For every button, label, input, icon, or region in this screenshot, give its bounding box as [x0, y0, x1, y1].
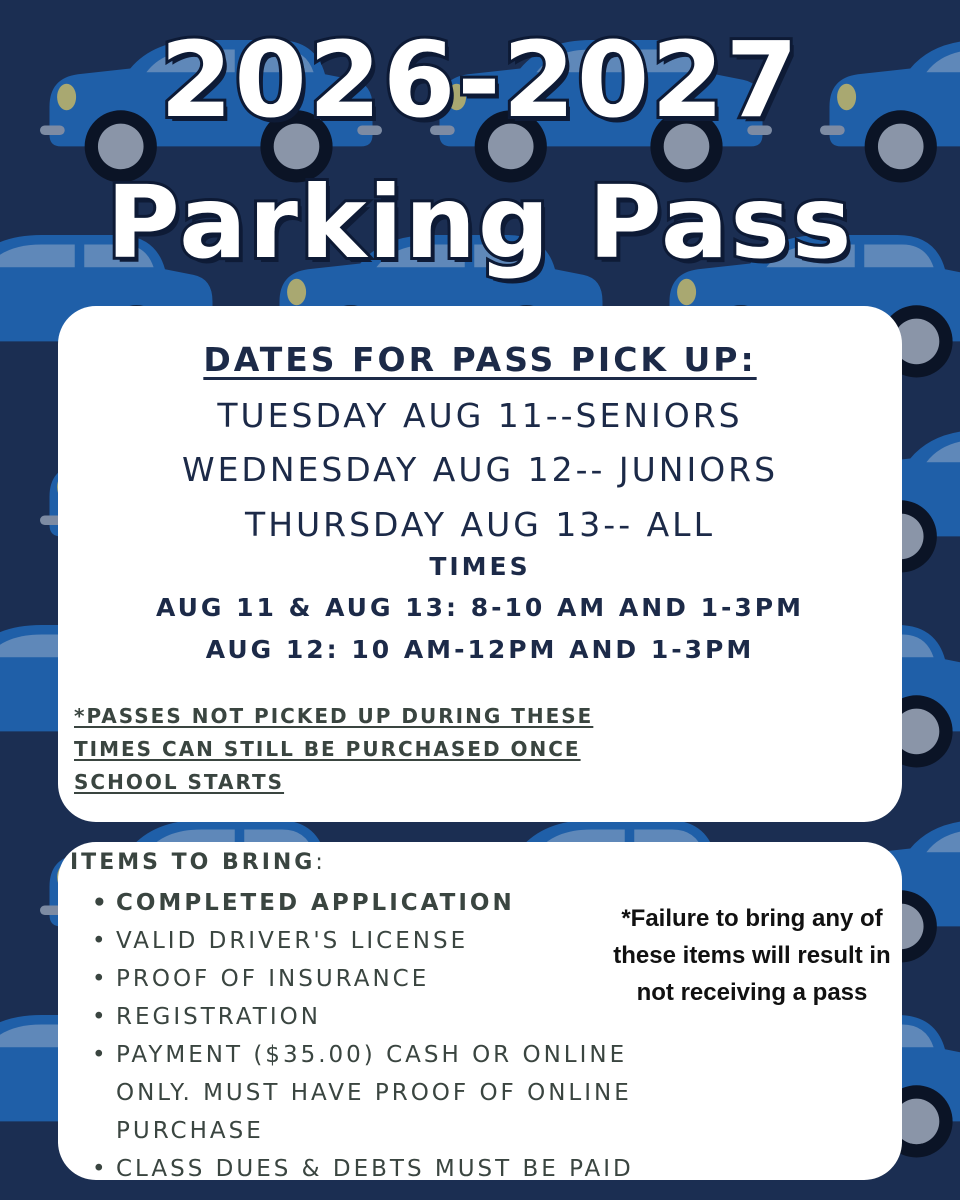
- list-item: • PROOF OF INSURANCE: [70, 960, 670, 998]
- failure-warning: *Failure to bring any of these items will result in not receiving a pass: [613, 905, 891, 1006]
- title-main: Parking Pass: [106, 164, 854, 281]
- items-card: [58, 842, 902, 1180]
- items-heading-colon: :: [315, 850, 326, 875]
- pickup-day-juniors: WEDNESDAY AUG 12-- JUNIORS: [181, 450, 779, 489]
- items-heading-text: ITEMS TO BRING: [70, 850, 316, 875]
- list-item: • COMPLETED APPLICATION: [70, 884, 670, 922]
- list-item: • VALID DRIVER'S LICENSE: [70, 922, 670, 960]
- list-item: • REGISTRATION: [70, 998, 670, 1036]
- time-slot-aug-12: AUG 12: 10 AM-12PM AND 1-3PM: [205, 635, 755, 664]
- pickup-day-all: THURSDAY AUG 13-- ALL: [245, 505, 715, 544]
- late-purchase-note: *PASSES NOT PICKED UP DURING THESE TIMES CAN STILL BE PURCHASED ONCE SCHOOL STARTS: [74, 704, 594, 794]
- times-heading: TIMES: [429, 552, 531, 581]
- pickup-dates-card: [58, 306, 902, 822]
- time-slot-aug-11-13: AUG 11 & AUG 13: 8-10 AM AND 1-3PM: [156, 593, 804, 622]
- items-list: [70, 884, 670, 1188]
- items-heading: [70, 850, 326, 875]
- title-year: 2026-2027: [159, 19, 801, 141]
- list-item: • CLASS DUES & DEBTS MUST BE PAID: [70, 1150, 670, 1188]
- pickup-day-seniors: TUESDAY AUG 11--SENIORS: [217, 396, 743, 435]
- pickup-heading: DATES FOR PASS PICK UP:: [203, 340, 757, 379]
- list-item: • PAYMENT ($35.00) CASH OR ONLINE ONLY. MUST HAVE PROOF OF ONLINE PURCHASE: [70, 1036, 670, 1150]
